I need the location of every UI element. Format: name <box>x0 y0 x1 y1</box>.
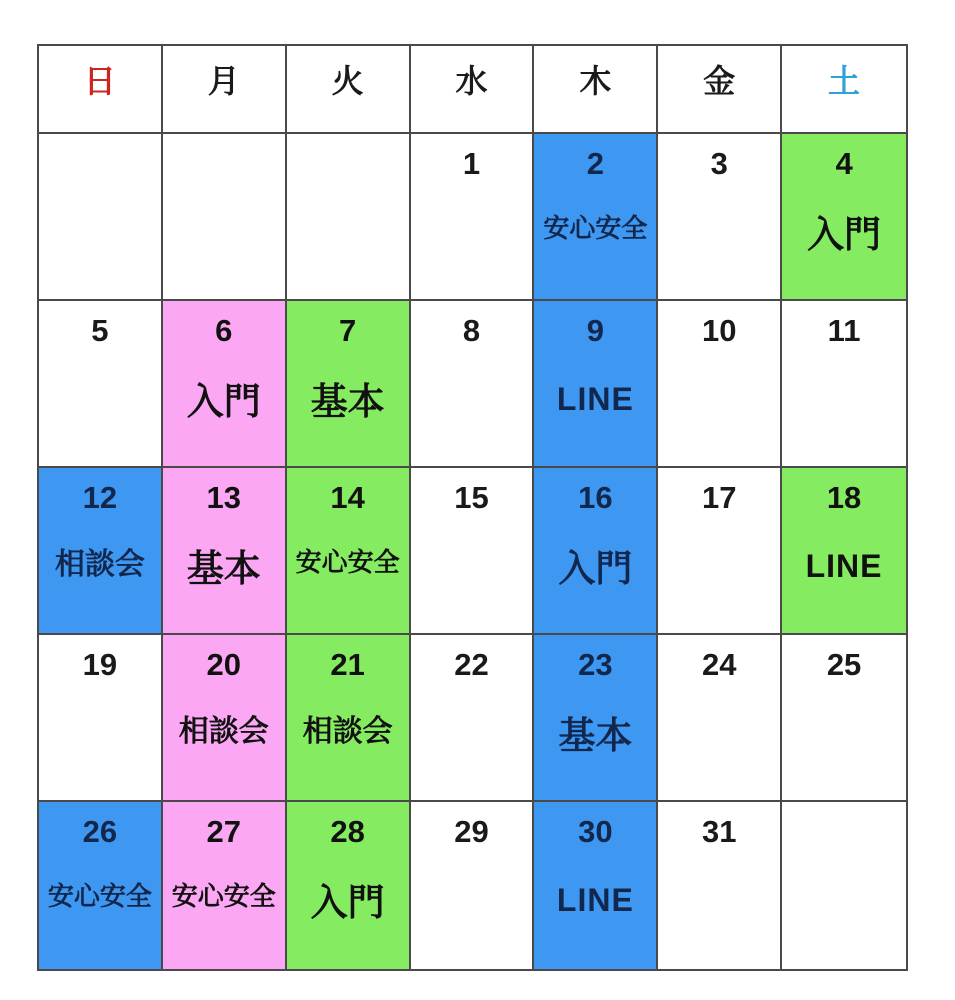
day-cell-3 <box>658 134 782 301</box>
event-label: 相談会 <box>54 547 145 581</box>
day-number: 13 <box>206 480 242 515</box>
day-number: 8 <box>462 313 481 348</box>
day-number: 6 <box>215 313 233 348</box>
day-cell-31 <box>658 802 782 969</box>
day-number: 10 <box>701 313 737 348</box>
event-label: 基本 <box>186 547 261 589</box>
day-cell-27 <box>163 802 287 969</box>
weekday-header-thu <box>534 46 658 134</box>
day-cell-17 <box>658 468 782 635</box>
event-label: 基本 <box>310 380 385 422</box>
empty-day-cell <box>782 802 906 969</box>
event-label: 安心安全 <box>171 881 276 912</box>
day-number: 14 <box>330 480 365 515</box>
day-number: 11 <box>827 313 861 348</box>
event-label: 安心安全 <box>543 212 648 243</box>
day-number: 9 <box>586 313 604 348</box>
day-cell-6 <box>163 301 287 468</box>
day-number: 1 <box>462 146 481 181</box>
day-number: 18 <box>826 480 862 515</box>
day-cell-10 <box>658 301 782 468</box>
day-cell-11 <box>782 301 906 468</box>
weekday-header-wed <box>411 46 535 134</box>
day-number: 7 <box>339 313 357 348</box>
empty-day-cell <box>39 134 163 301</box>
day-number: 30 <box>578 814 613 849</box>
day-cell-29 <box>411 802 535 969</box>
day-cell-21 <box>287 635 411 802</box>
day-number: 28 <box>330 814 365 849</box>
day-cell-18 <box>782 468 906 635</box>
day-cell-22 <box>411 635 535 802</box>
day-cell-4 <box>782 134 906 301</box>
day-number: 25 <box>826 647 862 682</box>
day-cell-8 <box>411 301 535 468</box>
day-cell-7 <box>287 301 411 468</box>
day-cell-1 <box>411 134 535 301</box>
day-cell-16 <box>534 468 658 635</box>
day-number: 17 <box>701 480 737 515</box>
weekday-header-mon <box>163 46 287 134</box>
weekday-header-tue <box>287 46 411 134</box>
day-number: 29 <box>454 814 489 849</box>
weekday-label: 水 <box>455 63 488 99</box>
empty-day-cell <box>163 134 287 301</box>
day-number: 24 <box>701 647 737 682</box>
monthly-calendar-grid <box>37 44 908 971</box>
empty-day-cell <box>287 134 411 301</box>
event-label: 安心安全 <box>47 881 152 912</box>
day-cell-30 <box>534 802 658 969</box>
day-cell-9 <box>534 301 658 468</box>
weekday-header-sun <box>39 46 163 134</box>
day-cell-25 <box>782 635 906 802</box>
event-label: 入門 <box>558 547 633 589</box>
day-number: 26 <box>82 814 118 849</box>
day-number: 16 <box>578 480 613 515</box>
weekday-header-fri <box>658 46 782 134</box>
day-cell-24 <box>658 635 782 802</box>
day-number: 20 <box>206 647 242 682</box>
weekday-label: 金 <box>703 63 736 99</box>
day-cell-20 <box>163 635 287 802</box>
day-number: 5 <box>91 313 109 348</box>
event-label: LINE <box>556 882 634 919</box>
event-label: LINE <box>805 547 883 584</box>
day-cell-28 <box>287 802 411 969</box>
day-cell-15 <box>411 468 535 635</box>
day-number: 12 <box>82 480 118 515</box>
day-number: 23 <box>578 647 613 682</box>
day-number: 27 <box>206 814 242 849</box>
day-cell-5 <box>39 301 163 468</box>
day-cell-13 <box>163 468 287 635</box>
day-number: 3 <box>710 146 728 181</box>
event-label: 相談会 <box>178 714 269 748</box>
weekday-header-sat <box>782 46 906 134</box>
weekday-label: 月 <box>207 63 240 99</box>
day-cell-2 <box>534 134 658 301</box>
day-cell-19 <box>39 635 163 802</box>
event-label: 相談会 <box>302 714 393 748</box>
day-cell-23 <box>534 635 658 802</box>
day-cell-12 <box>39 468 163 635</box>
weekday-label: 木 <box>579 63 612 99</box>
weekday-label: 火 <box>331 63 364 99</box>
day-number: 19 <box>82 647 118 682</box>
event-label: 入門 <box>310 882 385 924</box>
weekday-label: 土 <box>828 63 861 99</box>
event-label: 基本 <box>558 714 633 756</box>
day-number: 31 <box>701 814 737 849</box>
event-label: 入門 <box>807 213 882 255</box>
day-number: 22 <box>454 647 489 682</box>
day-number: 2 <box>586 146 604 181</box>
event-label: LINE <box>556 380 634 417</box>
weekday-label: 日 <box>83 63 116 99</box>
day-cell-26 <box>39 802 163 969</box>
event-label: 安心安全 <box>295 546 400 577</box>
day-cell-14 <box>287 468 411 635</box>
day-number: 4 <box>835 146 853 181</box>
day-number: 15 <box>454 480 489 515</box>
event-label: 入門 <box>186 380 261 422</box>
day-number: 21 <box>330 647 365 682</box>
